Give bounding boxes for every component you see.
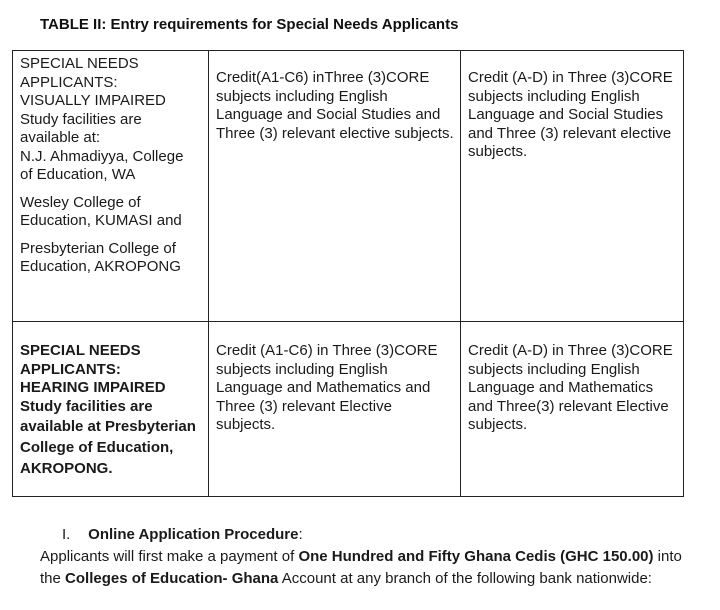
- payment-amount: One Hundred and Fifty Ghana Cedis (GHC 150.00): [298, 548, 654, 565]
- section-colon: :: [298, 526, 303, 543]
- cell-line: Presbyterian College of: [20, 239, 176, 257]
- cell-line: APPLICANTS:: [20, 360, 121, 378]
- cell-line: Education, KUMASI and: [20, 212, 182, 229]
- cell-line: N.J. Ahmadiyya, College: [20, 147, 184, 165]
- visually-impaired-cell: [13, 51, 209, 322]
- paragraph-text: Account at any branch of the following bank nationwide:: [278, 570, 652, 587]
- requirement-a1-c6-cell: Credit(A1-C6) inThree (3)CORE subjects including English Language and Social Studies and Three (3) relevant elective subjects.: [209, 51, 461, 322]
- cell-line: AKROPONG.: [20, 460, 113, 477]
- paragraph-text: into the: [40, 548, 682, 587]
- cell-line: College of Education,: [20, 439, 174, 456]
- requirement-a-d-cell: Credit (A-D) in Three (3)CORE subjects including English Language and Mathematics and Three(3) relevant Elective subjects.: [461, 322, 684, 497]
- cell-line: HEARING IMPAIRED: [20, 379, 166, 396]
- cell-line: Wesley College of: [20, 193, 141, 211]
- section-heading: [62, 526, 303, 543]
- paragraph-text: Applicants will first make a payment of: [40, 548, 299, 565]
- cell-line: SPECIAL NEEDS: [20, 342, 141, 359]
- requirement-a1-c6-cell: Credit (A1-C6) in Three (3)CORE subjects including English Language and Mathematics and Three (3) relevant Elective subjects.: [209, 322, 461, 497]
- cell-line: Study facilities are: [20, 110, 142, 128]
- cell-line: Education, AKROPONG: [20, 258, 181, 275]
- table-row: [13, 51, 684, 322]
- cell-line: available at:: [20, 129, 101, 146]
- cell-line: of Education, WA: [20, 166, 136, 183]
- section-number: I.: [62, 526, 71, 543]
- cell-line: VISUALLY IMPAIRED: [20, 92, 166, 109]
- cell-line: APPLICANTS:: [20, 73, 118, 91]
- account-name: Colleges of Education- Ghana: [65, 570, 279, 587]
- table-title: TABLE II: Entry requirements for Special Needs Applicants: [40, 16, 459, 33]
- entry-requirements-table: [12, 50, 684, 497]
- section-label: Online Application Procedure: [88, 526, 299, 543]
- table-row: [13, 322, 684, 497]
- hearing-impaired-cell: [13, 322, 209, 497]
- procedure-paragraph: [40, 546, 700, 590]
- cell-line: SPECIAL NEEDS: [20, 55, 139, 72]
- cell-line: Study facilities are: [20, 397, 153, 415]
- requirement-a-d-cell: Credit (A-D) in Three (3)CORE subjects including English Language and Social Studies and Three (3) relevant elective subjects.: [461, 51, 684, 322]
- cell-line: available at Presbyterian: [20, 418, 196, 435]
